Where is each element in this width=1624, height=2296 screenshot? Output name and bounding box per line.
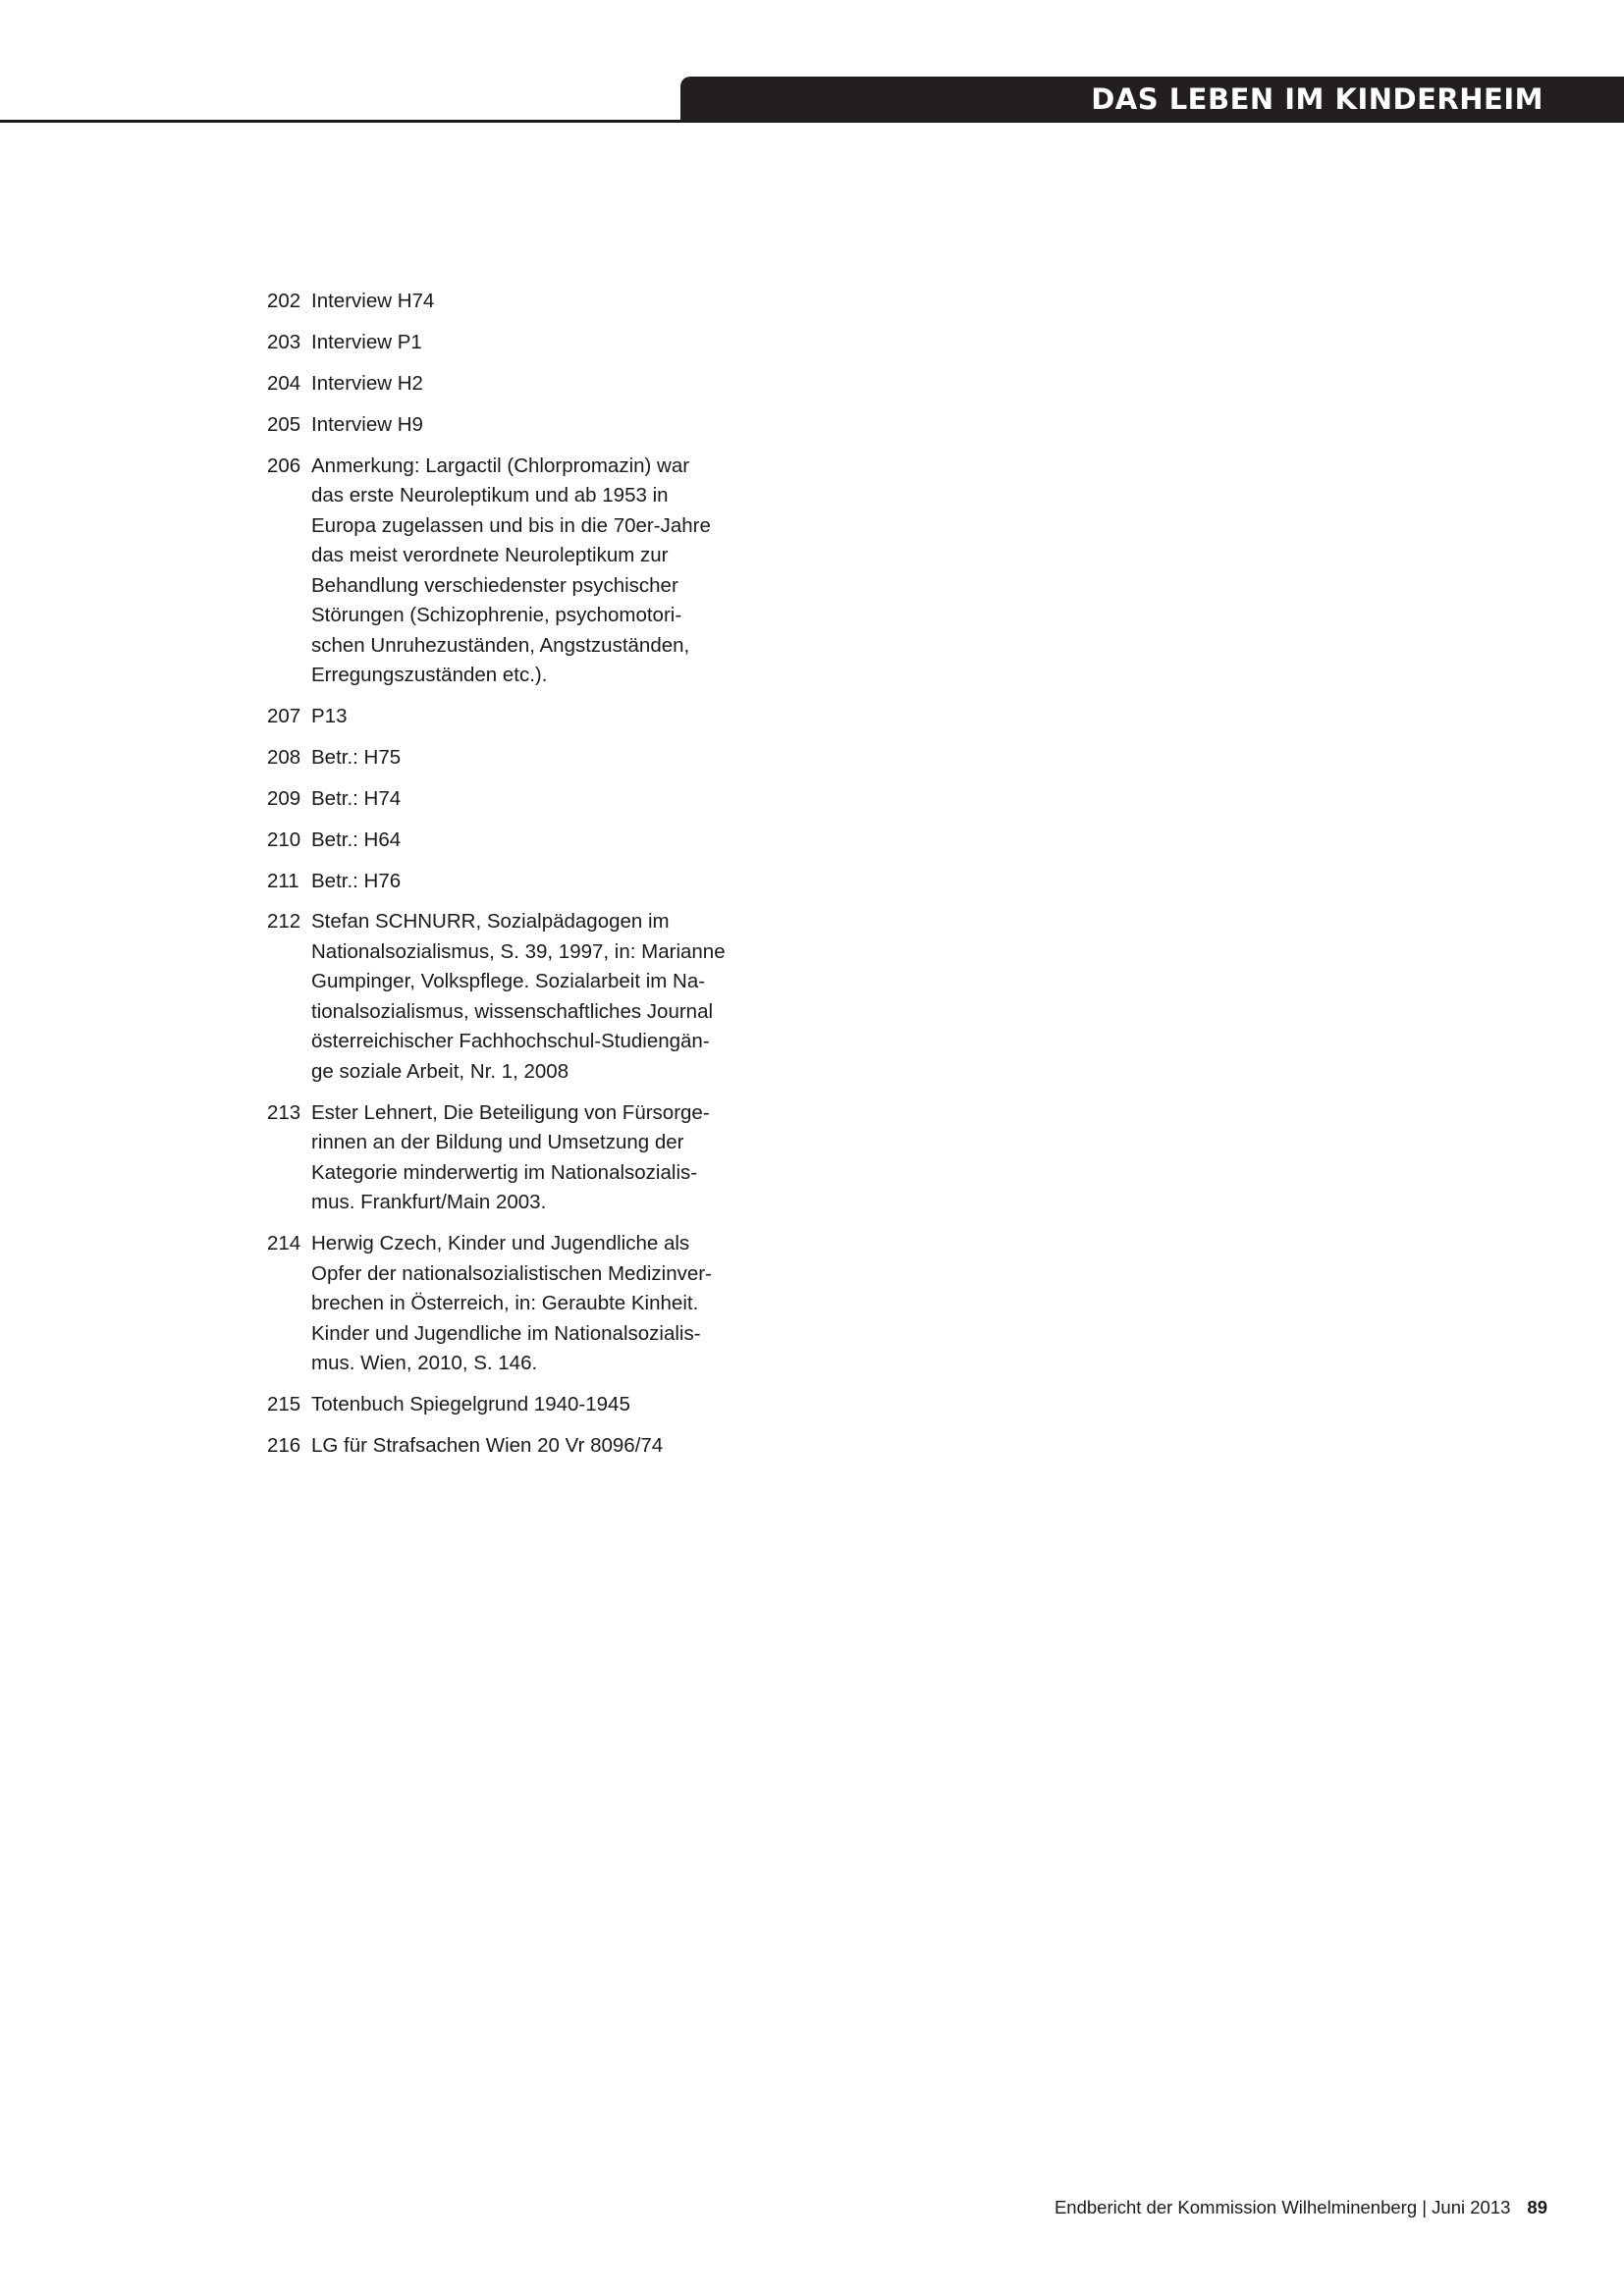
footnote-number: 213 — [267, 1100, 301, 1124]
footnote — [267, 1098, 758, 1218]
footnote-number: 211 — [267, 869, 299, 892]
footnote-number: 204 — [267, 371, 301, 395]
footnote-text: Ester Lehnert, Die Beteiligung von Fürsorge- rinnen an der Bildung und Umsetzung der Kategorie minderwertig im Nationalsozialis- mus. Frankfurt/Main 2003. — [311, 1100, 710, 1214]
footnote — [267, 784, 758, 815]
footnote — [267, 743, 758, 774]
footnote-number: 206 — [267, 454, 301, 477]
footnote — [267, 452, 758, 691]
footnote-list — [267, 287, 758, 1472]
footnote-text: P13 — [311, 704, 348, 727]
footnote-text: Interview P1 — [311, 330, 422, 353]
footnote-number: 207 — [267, 704, 301, 727]
footnote-text: Betr.: H76 — [311, 869, 402, 892]
footnote-text: Betr.: H75 — [311, 745, 402, 769]
footnote-text: Interview H2 — [311, 371, 423, 395]
page-footer — [1055, 2196, 1547, 2219]
footnote-number: 212 — [267, 910, 301, 934]
footnote-number: 214 — [267, 1232, 301, 1255]
footnote-text: Herwig Czech, Kinder und Jugendliche als Opfer der nationalsozialistischen Medizinver- brechen in Österreich, in: Geraubte Kinheit. Kinder und Jugendliche im Nationalsozialis- mus. Wien, 2010, S. 146. — [311, 1232, 712, 1375]
chapter-header — [680, 77, 1624, 122]
footnote — [267, 826, 758, 856]
footnote-number: 209 — [267, 786, 301, 810]
footnote-number: 203 — [267, 330, 301, 353]
footnote-text: Anmerkung: Largactil (Chlorpromazin) war das erste Neuroleptikum und ab 1953 in Europa zugelassen und bis in die 70er-Jahre das meist verordnete Neuroleptikum zur Behandlung verschiedenster psychischer Störungen (Schizophrenie, psychomotori- schen Unruhezuständen, Angstzuständen, Erregungszuständen etc.). — [311, 454, 711, 687]
footnote — [267, 702, 758, 732]
footnote-text: Interview H74 — [311, 290, 435, 312]
footnote-text: Stefan SCHNURR, Sozialpädagogen im Nationalsozialismus, S. 39, 1997, in: Marianne Gumpinger, Volkspflege. Sozialarbeit im Na- tionalsozialismus, wissenschaftliches Journal österreichischer Fachhochschul-Studiengän- ge soziale Arbeit, Nr. 1, 2008 — [311, 910, 726, 1083]
footnote-number: 205 — [267, 412, 301, 436]
footnote-text: LG für Strafsachen Wien 20 Vr 8096/74 — [311, 1433, 664, 1457]
footnote-number: 208 — [267, 745, 301, 769]
footnote — [267, 867, 758, 897]
footnote — [267, 1431, 758, 1462]
footnote-text: Betr.: H74 — [311, 786, 402, 810]
footnote — [267, 369, 758, 400]
footnote — [267, 410, 758, 441]
footnote-number: 216 — [267, 1433, 301, 1457]
footnote-text: Betr.: H64 — [311, 828, 402, 851]
chapter-title: DAS LEBEN IM KINDERHEIM — [1091, 82, 1543, 116]
footnote — [267, 328, 758, 358]
footnote-text: Interview H9 — [311, 412, 423, 436]
footnote — [267, 1229, 758, 1379]
footnote — [267, 907, 758, 1087]
footnote — [267, 287, 758, 317]
footer-text: Endbericht der Kommission Wilhelminenberg | Juni 2013 — [1054, 2197, 1511, 2217]
footnote-number: 210 — [267, 828, 301, 851]
footnote-text: Totenbuch Spiegelgrund 1940-1945 — [311, 1393, 630, 1416]
footnote — [267, 1390, 758, 1420]
footnote-number: 215 — [267, 1393, 301, 1416]
footnote-number: 202 — [267, 290, 301, 312]
page-number: 89 — [1527, 2197, 1547, 2217]
